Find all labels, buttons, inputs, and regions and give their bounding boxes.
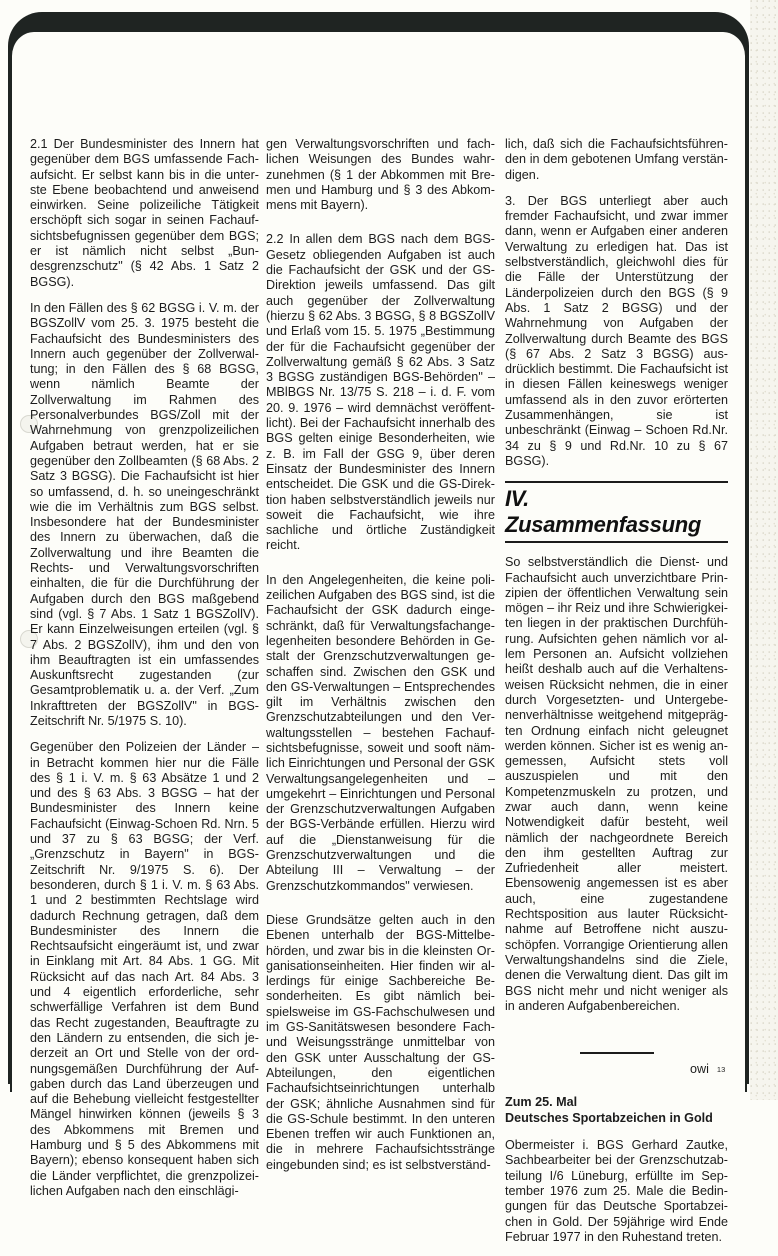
news-title-line: Zum 25. Mal	[505, 1095, 578, 1110]
news-body: Obermeister i. BGS Gerhard Zautke, Sachbearbeiter bei der Grenzschutzabteilung I/6 Lüneburg, erfüllte im September 1976 zum 25. Male die Bedingungen für das Deutsche Sportabzeichen in Gold. Der 59jährige wird Ende Februar 1977 in den Ruhestand treten.	[505, 1138, 728, 1244]
text-column-2	[266, 137, 495, 1184]
section-heading-block	[505, 481, 728, 543]
text-column-3	[505, 137, 728, 1256]
text-column-1	[30, 137, 259, 1210]
paragraph: In den Angelegenheiten, die keine polizeilichen Aufgaben des BGS sind, ist die Fachaufsicht der GSK dadurch eingeschränkt, daß für Verwaltungsfachangelegenheiten besondere Behörden in Gestalt der Grenzschutzverwaltungen geschaffen sind. Zwischen den GSK und den GS-Verwaltungen – Entsprechendes gilt im Verhältnis zwischen den Grenzschutzabteilungen und den Verwaltungsstellen – bestehen Fachaufsichtsbefugnisse, soweit und sooft nämlich Einrichtungen und Personal der GSK Verwaltungsangelegenheiten und – umgekehrt – Einrichtungen und Personal der Grenzschutzverwaltungen Aufgaben der BGS-Verbände erfüllen. Hierzu wird auf die „Dienstanweisung für die Grenzschutzverwaltungen und die Abteilung III – Verwaltung – der Grenzschutzkommandos" verwiesen.	[266, 572, 495, 893]
paragraph: 2.2 In allen dem BGS nach dem BGS-Gesetz obliegenden Aufgaben ist auch die Fachaufsicht der GSK und der GS-Direktion jeweils umfassend. Das gilt auch gegenüber der Zollverwaltung (hierzu § 62 Abs. 3 BGSG, § 8 BGSZollV und Erlaß vom 15. 5. 1975 „Bestimmung der für die Fachaufsicht gegenüber der Zollverwaltung gemäß § 62 Abs. 3 Satz 3 BGSG zuständigen BGS-Behörden" – MBlBGS Nr. 13/75 S. 218 – i. d. F. vom 20. 9. 1976 – wird demnächst veröffentlicht). Bei der Fachaufsicht innerhalb des BGS gelten einige Besonderheiten, wie z. B. im Fall der GSG 9, über deren Einsatz der Bundesminister des Innern entscheidet. Die GSK und die GS-Direktion haben selbstverständlich jeweils nur soweit die Fachaufsicht, wie ihre sachliche und örtliche Zuständigkeit reicht.	[266, 232, 495, 553]
news-title-line: Deutsches Sportabzeichen in Gold	[505, 1111, 713, 1126]
section-heading: IV. Zusammenfassung	[505, 486, 701, 538]
paragraph: gen Verwaltungsvorschriften und fachlichen Weisungen des Bundes wahrzunehmen (§ 1 der Abkommen mit Bremen und Hamburg und § 3 des Abkommens mit Bayern).	[266, 137, 495, 213]
divider	[580, 1052, 654, 1054]
paragraph: 2.1 Der Bundesminister des Innern hat gegenüber dem BGS umfassende Fachaufsicht. Er selbst kann bis in die unterste Ebene beobachtend und anweisend einwirken. Seine polizeiliche Tätigkeit erschöpft sich sogar in seinen Fachaufsichtsbefugnissen gegenüber dem BGS; er ist nämlich nicht selbst „Bundesgrenzschutz" (§ 42 Abs. 1 Satz 2 BGSG).	[30, 137, 259, 289]
paragraph: 3. Der BGS unterliegt aber auch fremder Fachaufsicht, und zwar immer dann, wenn er Aufgaben einer anderen Verwaltung zu erledigen hat. Das ist selbstverständlich, gleichwohl dies für die Fälle der Unterstützung der Länderpolizeien durch den BGS (§ 9 Abs. 1 Satz 2 BGSG) und der Wahrnehmung von Aufgaben der Zollverwaltung durch Beamte des BGS (§ 67 Abs. 2 Satz 3 BGSG) ausdrücklich bestimmt. Die Fachaufsicht ist in diesen Fällen keineswegs weniger umfassend als in den zuvor erörterten Zusammenhängen, sie ist unbeschränkt (Einwag – Schoen Rd.Nr. 34 zu § 9 und Rd.Nr. 10 zu § 67 BGSG).	[505, 193, 728, 468]
scan-edge-speckle	[750, 0, 778, 1100]
paragraph: In den Fällen des § 62 BGSG i. V. m. der BGSZollV vom 25. 3. 1975 besteht die Fachaufsicht des Bundesministers des Innern auch gegenüber der Zollverwaltung; in den Fällen des § 68 BGSG, wenn nämlich Beamte der Zollverwaltung im Rahmen des Personalverbundes BGS/Zoll mit der Wahrnehmung von grenzpolizeilichen Aufgaben betraut werden, hat er sie gegenüber den Zollbeamten (§ 68 Abs. 2 Satz 3 BGSG). Die Fachaufsicht ist hier so umfassend, d. h. so uneingeschränkt wie die im Verhältnis zum BGS selbst. Insbesondere hat der Bundesminister des Innern zu überwachen, daß die Zollverwaltung und ihre Beamten die Rechts- und Verwaltungsvorschriften einhalten, die für die Durchführung der Aufgaben durch den BGS maßgebend sind (vgl. § 7 Abs. 1 Satz 1 BGSZollV). Er kann Einzelweisungen erteilen (vgl. § 7 Abs. 2 BGSZollV), ihm und den von ihm Beauftragten ist ein umfassendes Auskunftsrecht zugestanden (zur Gesamtproblematik u. a. der Verf. „Zum Inkrafttreten der BGSZollV" in BGS-Zeitschrift Nr. 5/1975 S. 10).	[30, 300, 259, 728]
author-signature: owi	[690, 1062, 709, 1076]
paragraph: So selbstverständlich die Dienst- und Fachaufsicht auch unverzichtbare Prinzipien der öffentlichen Verwaltung sein mögen – ihr Reiz und ihre Schwierigkeiten liegen in der praktischen Durchführung. Aufsichten gehen nämlich vor allem Personen an. Aufsicht vollziehen heißt deshalb auch auf die Verhaltensweisen Rücksicht nehmen, die in einer durch Vorgesetzten- und Untergebenenverhältnisse weitgehend mitgeprägten Ordnung einfach nicht geleugnet werden können. Sicher ist es wenig angemessen, Aufsicht stets voll auszuspielen und mit den Kompetenzmuskeln zu protzen, und zwar auch dann, wenn keine Notwendigkeit dafür besteht, weil nämlich der nachgeordnete Bereich den ihm gestellten Auftrag zur Zufriedenheit aller meistert. Ebensowenig angemessen ist es aber auch, eine zugestandene Rechtsposition aus lauter Rücksichtnahme auf Betroffene nicht auszuschöpfen. Vorrangige Orientierung allen Verwaltungshandelns sind die Ziele, denen die Verwaltung dient. Das gilt im BGS nicht mehr und nicht weniger als in anderen Aufgabenbereichen.	[505, 555, 728, 1013]
news-title	[505, 1094, 728, 1126]
paragraph: Gegenüber den Polizeien der Länder – in Betracht kommen hier nur die Fälle des § 1 i. V. m. § 63 Absätze 1 und 2 und des § 63 Abs. 3 BGSG – hat der Bundesminister des Innern keine Fachaufsicht (Einwag-Schoen Rd. Nrn. 5 und 37 zu § 63 BGSG; der Verf. „Grenzschutz in Bayern" in BGS-Zeitschrift Nr. 9/1975 S. 6). Der besonderen, durch § 1 i. V. m. § 63 Abs. 1 und 2 bestimmten Rechtslage wird dadurch Rechnung getragen, daß dem Bundesminister des Innern die Rechtsaufsicht eingeräumt ist, und zwar in Einklang mit Art. 84 Abs. 1 GG. Mit Rücksicht auf das nach Art. 84 Abs. 3 und 4 eigentlich erforderliche, sehr schwerfällige Verfahren ist dem Bund das Recht zugestanden, Beauftragte zu den Ländern zu entsenden, die sich jederzeit an Ort und Stelle von der ordnungsgemäßen Durchführung der Aufgaben durch das Land überzeugen und auf die Behebung vielleicht festgestellter Mängel hinwirken können (jeweils § 3 des Abkommens mit Bremen und Hamburg und § 5 des Abkommens mit Bayern); ebenso konsequent haben sich die Länder verpflichtet, die grenzpolizeilichen Aufgaben nach den einschlägi-	[30, 740, 259, 1198]
page-number: 13	[716, 1065, 726, 1074]
paragraph: Diese Grundsätze gelten auch in den Ebenen unterhalb der BGS-Mittelbehörden, und zwar bis in die kleinsten Organisationseinheiten. Hier finden wir allerdings für einige Sachbereiche Besonderheiten. Es gibt nämlich beispielsweise im GS-Fachschulwesen und im GS-Sanitätswesen besondere Fach- und Weisungsstränge unmittelbar von den GSK unter Ausschaltung der GS-Abteilungen, den eigentlichen Fachaufsichtseinrichtungen unterhalb der GSK; ähnliche Ausnahmen sind für die GS-Schule bestimmt. In den unteren Ebenen treffen wir auch Funktionen an, die in mehrere Fachaufsichtsstränge eingebunden sind; es ist selbstverständ-	[266, 912, 495, 1172]
page-footer	[690, 1062, 725, 1076]
paragraph: lich, daß sich die Fachaufsichtsführenden in dem gebotenen Umfang verständigen.	[505, 137, 728, 182]
